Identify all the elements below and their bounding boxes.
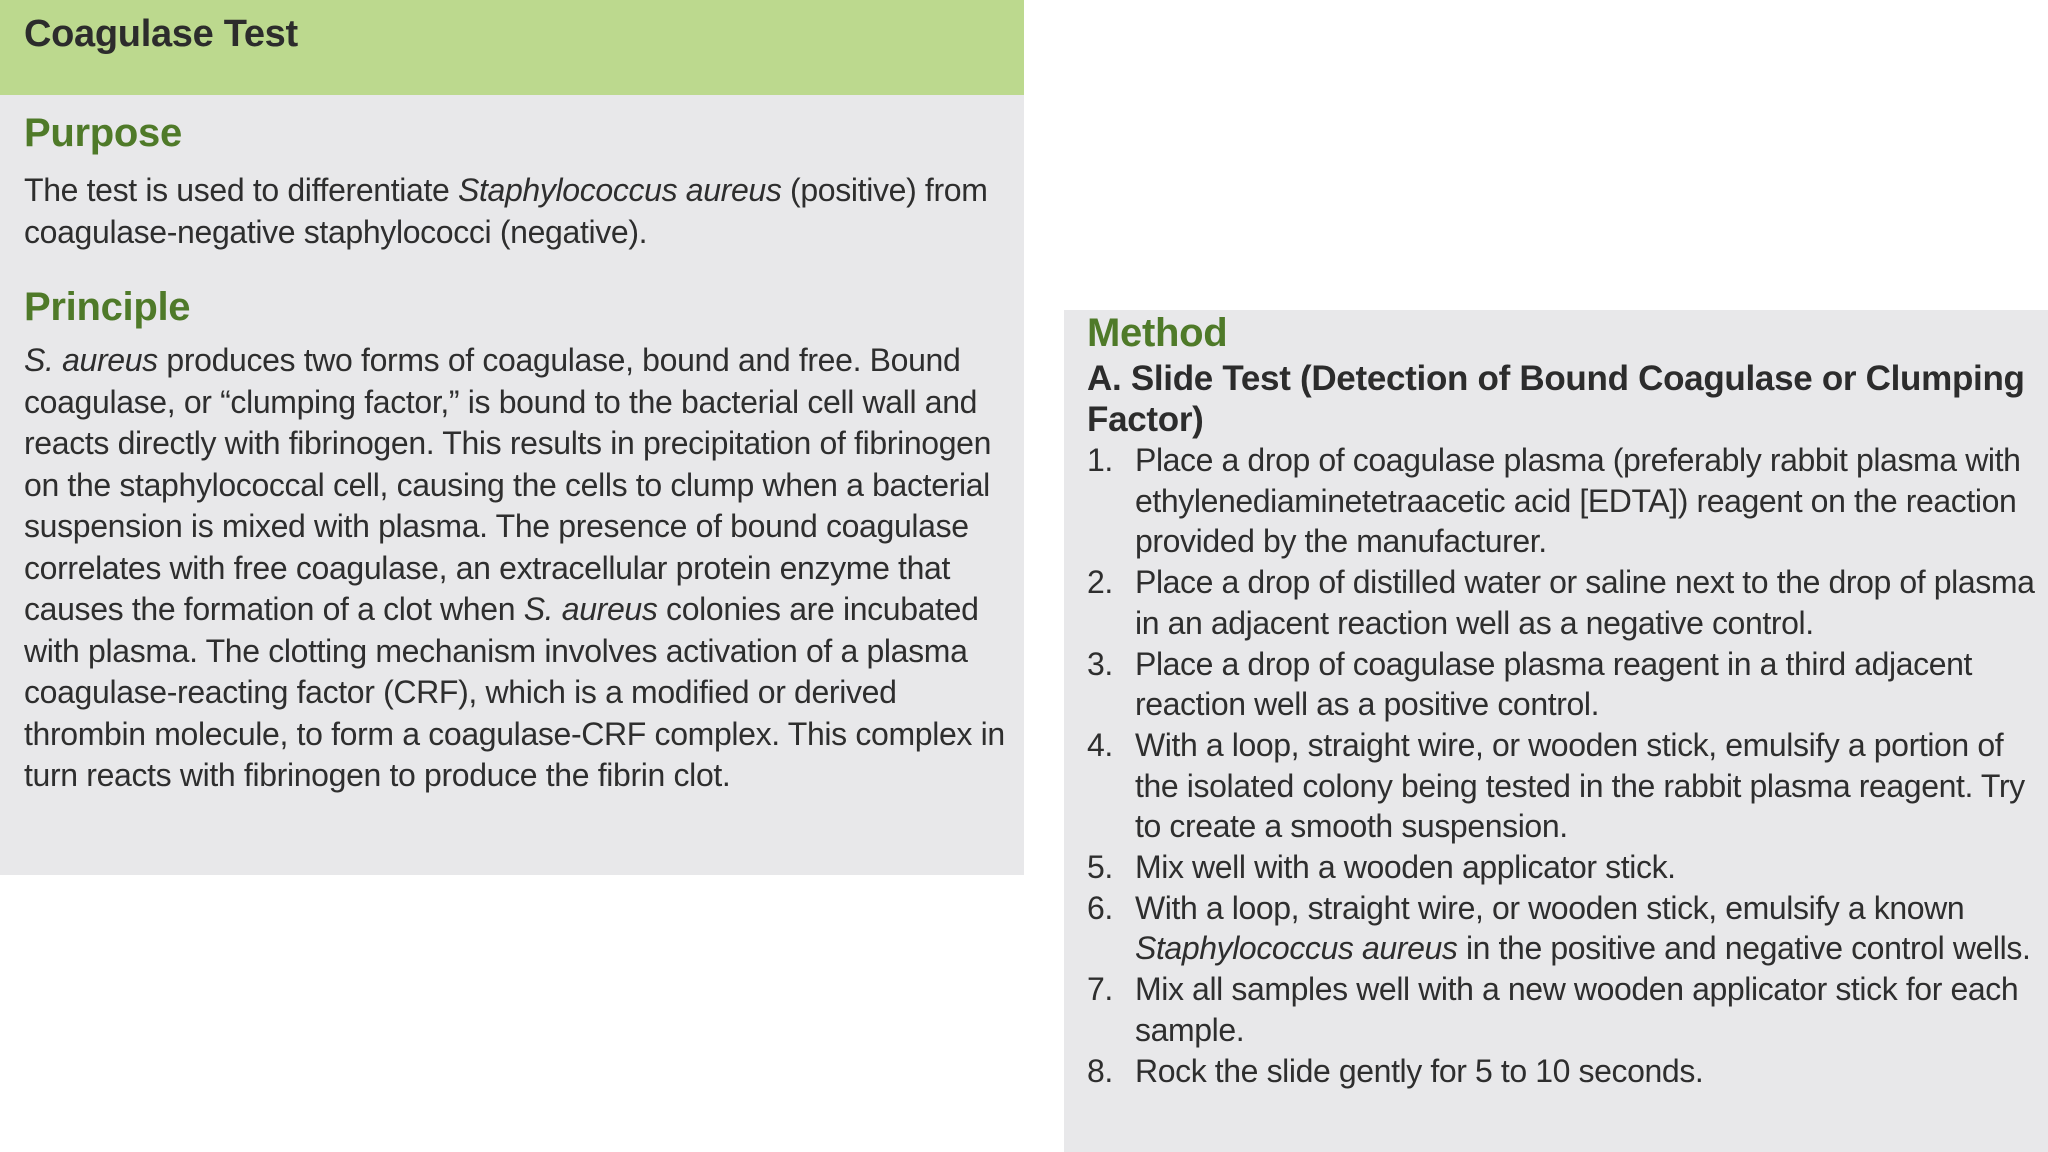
card-title: Coagulase Test [24,13,298,55]
method-step [1087,562,2042,643]
principle-organism-1: S. aureus [24,342,158,378]
method-section [1087,310,2042,1091]
step-text-part-1: With a loop, straight wire, or wooden stick, emulsify a known [1135,889,1965,926]
purpose-section [24,110,1014,253]
method-step [1087,725,2042,847]
step-text: Place a drop of distilled water or saline next to the drop of plasma in an adjacent reaction well as a negative control. [1135,564,2035,641]
step-text: With a loop, straight wire, or wooden stick, emulsify a portion of the isolated colony being tested in the rabbit plasma reagent. Try to create a smooth suspension. [1135,726,2025,845]
method-step [1087,847,2042,888]
step-text: Mix all samples well with a new wooden applicator stick for each sample. [1135,971,2019,1048]
purpose-text-part-2: (positive) from coagulase-negative staphylococci (negative). [24,172,988,250]
method-steps-list [1087,440,2042,1091]
method-step [1087,888,2042,969]
step-text: Rock the slide gently for 5 to 10 seconds. [1135,1052,1704,1089]
principle-organism-2: S. aureus [523,591,658,627]
principle-text-part-2: colonies are incubated with plasma. The clotting mechanism involves activation of a plasma coagulase-reacting factor (CRF), which is a modified or derived thrombin molecule, to form a coagulase-CRF complex. This complex in turn reacts with fibrinogen to produce the fibrin clot. [24,591,1005,793]
purpose-heading: Purpose [24,111,182,155]
step-text: Place a drop of coagulase plasma reagent in a third adjacent reaction well as a positive control. [1135,645,1973,723]
method-step [1087,1051,2042,1092]
purpose-text [24,170,1014,253]
step-number: 3. [1087,645,1113,682]
left-info-panel [0,0,1024,875]
step-number: 5. [1087,849,1113,886]
principle-text-part-1: produces two forms of coagulase, bound and free. Bound coagulase, or “clumping factor,” is bound to the bacterial cell wall and reacts directly with fibrinogen. This results in precipitation of fibrinogen on the staphylococcal cell, causing the cells to clump when a bacterial suspension is mixed with plasma. The presence of bound coagulase correlates with free coagulase, an extracellular protein enzyme that causes the formation of a clot when [24,342,992,627]
principle-text [24,340,1014,797]
purpose-organism: Staphylococcus aureus [458,172,782,208]
title-band [0,0,1024,95]
step-number: 7. [1087,971,1113,1008]
slide-test-subheading: A. Slide Test (Detection of Bound Coagulase or Clumping Factor) [1087,359,2025,439]
right-method-panel [1064,310,2048,1152]
step-number: 8. [1087,1052,1113,1089]
method-step [1087,440,2042,562]
method-heading: Method [1087,311,1228,355]
step-text: Place a drop of coagulase plasma (preferably rabbit plasma with ethylenediaminetetraacetic acid [EDTA]) reagent on the reaction provided by the manufacturer. [1135,442,2021,560]
step-number: 4. [1087,726,1113,763]
step-number: 6. [1087,889,1113,926]
method-step [1087,644,2042,725]
step-text-part-2: in the positive and negative control wells. [1457,930,2031,967]
step-organism: Staphylococcus aureus [1135,930,1458,967]
purpose-text-part-1: The test is used to differentiate [24,172,458,208]
principle-heading: Principle [24,285,191,329]
step-text: Mix well with a wooden applicator stick. [1135,849,1676,886]
step-number: 1. [1087,442,1113,478]
principle-section [24,284,1014,797]
step-number: 2. [1087,564,1113,601]
method-step [1087,969,2042,1050]
